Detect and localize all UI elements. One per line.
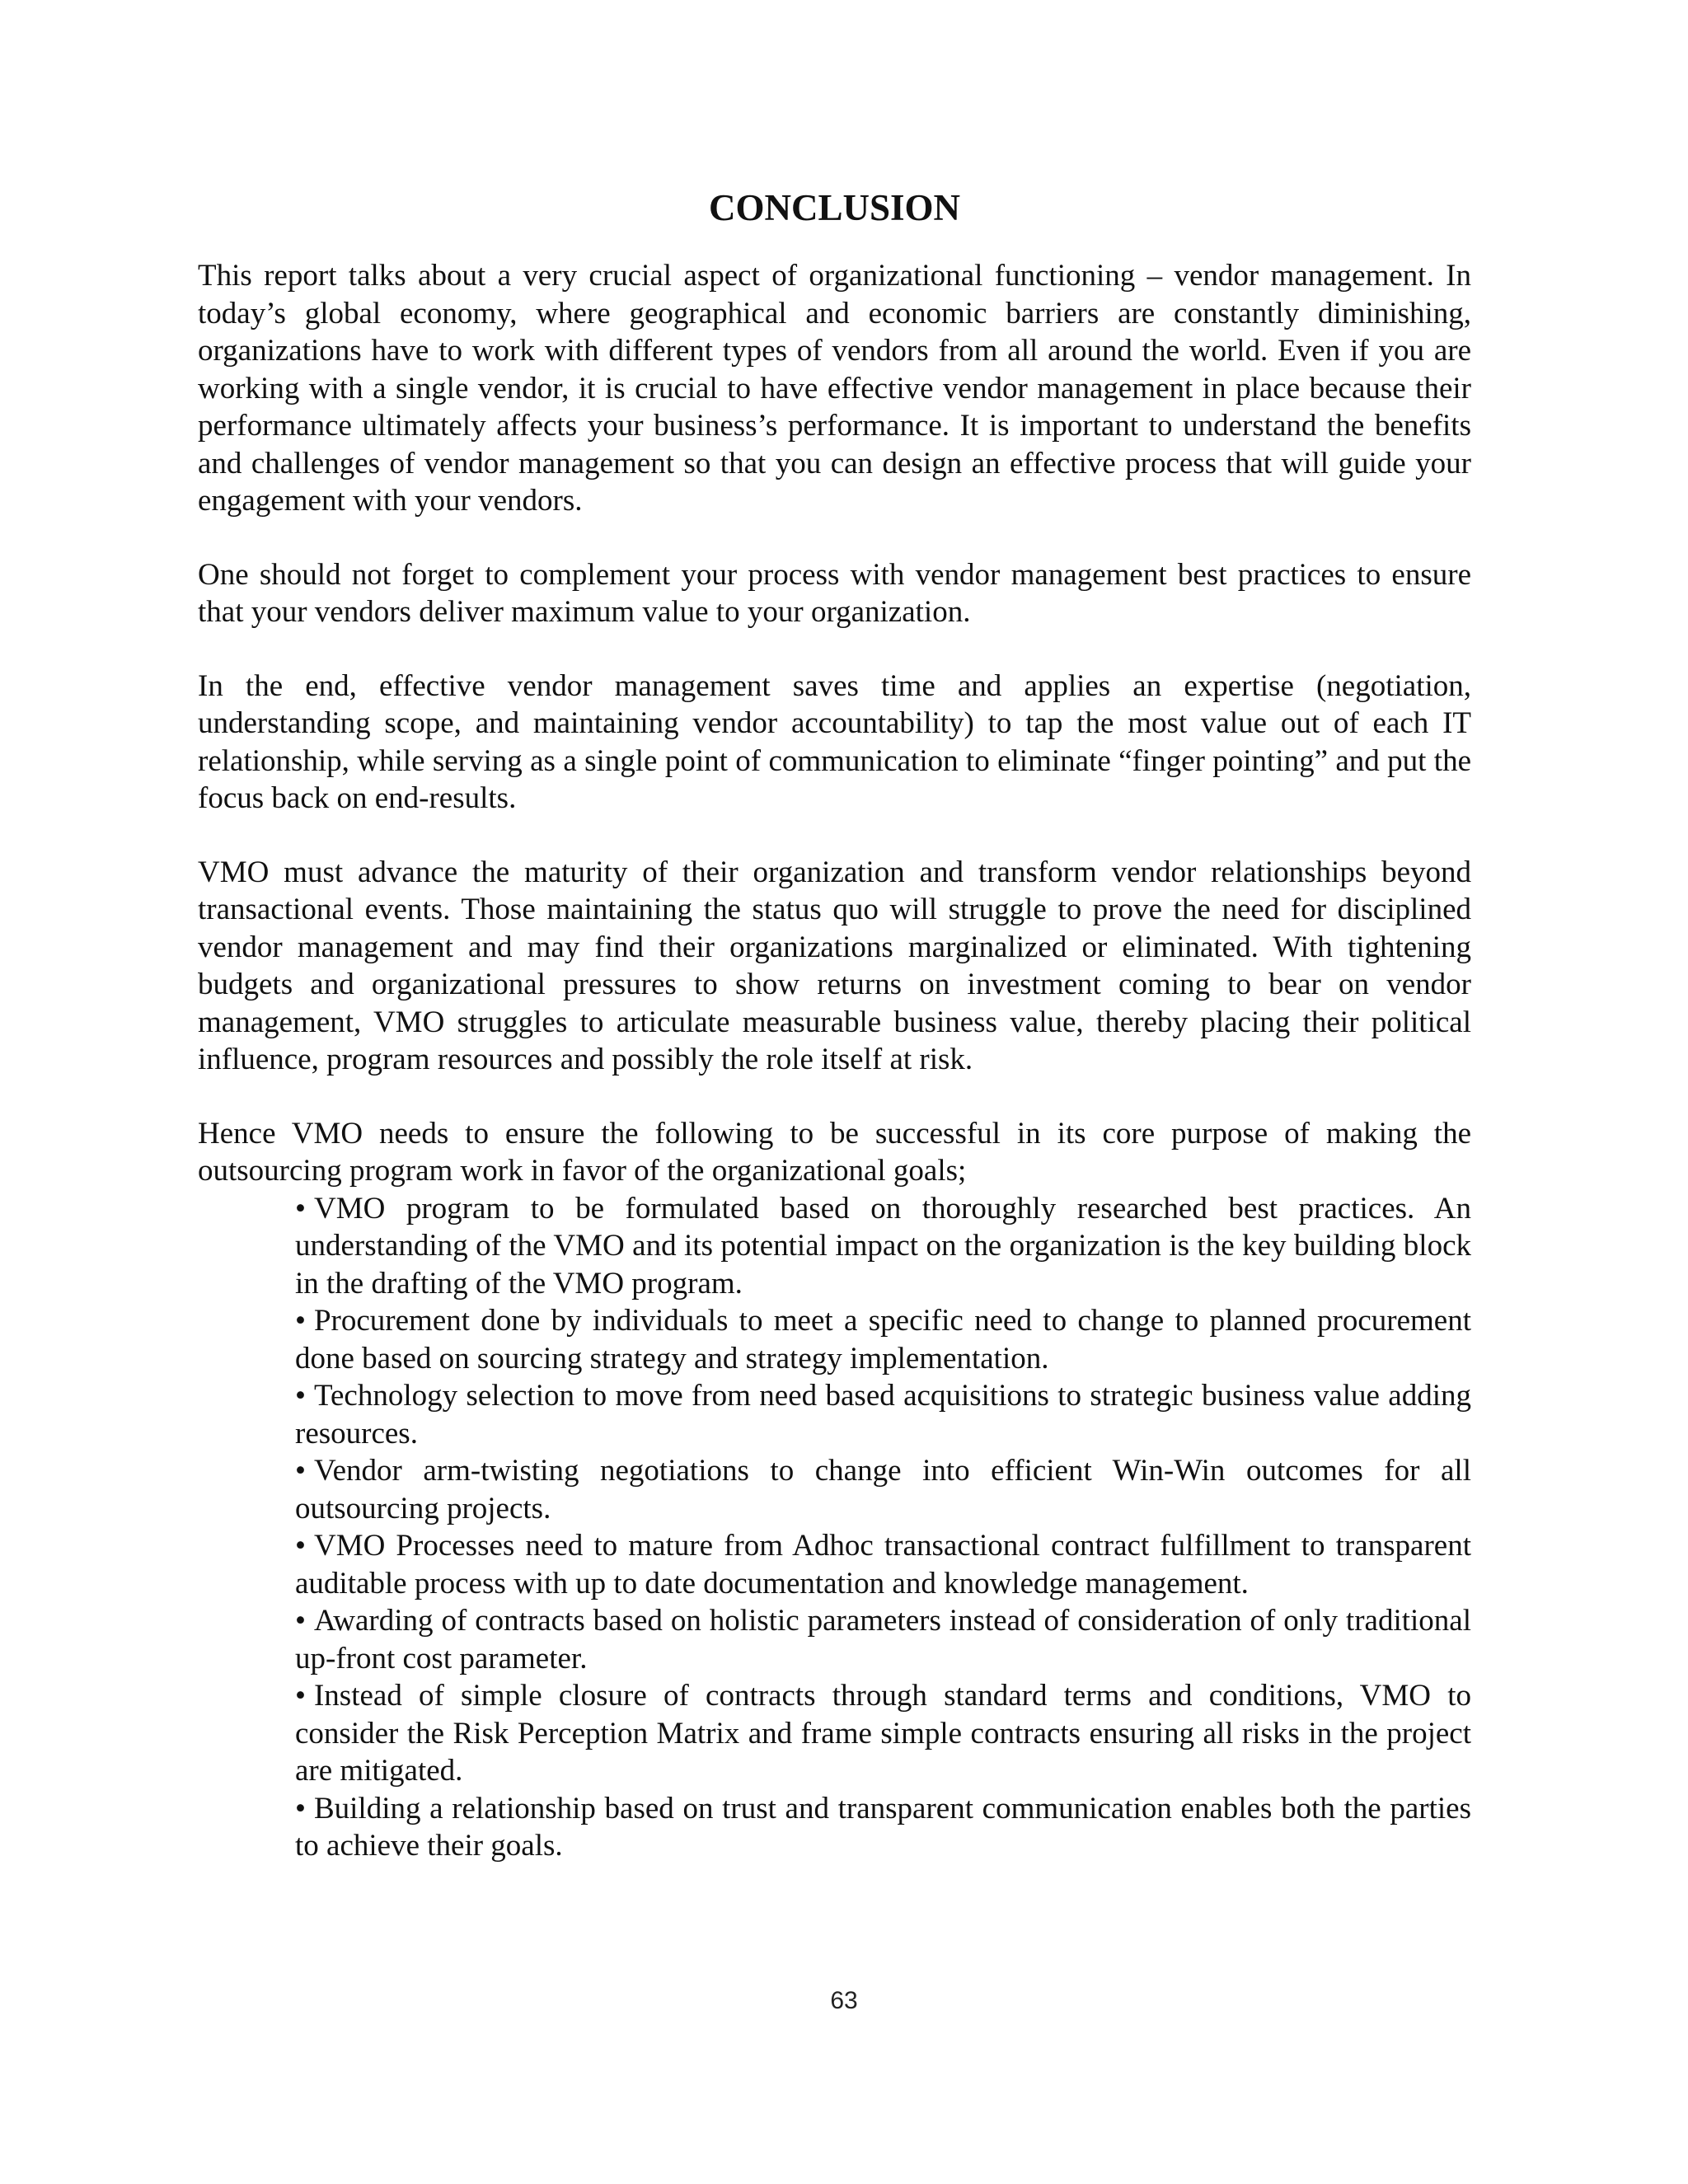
bullet-marker: • (295, 1529, 306, 1563)
list-item (295, 1452, 1471, 1527)
list-item (295, 1190, 1471, 1303)
list-item-text: Vendor arm-twisting negotiations to change into efficient Win-Win outcomes for all outsourcing projects. (295, 1454, 1471, 1526)
list-item (295, 1302, 1471, 1377)
success-factors-list (198, 1190, 1471, 1865)
bullet-marker: • (295, 1379, 306, 1413)
bullet-marker: • (295, 1604, 306, 1638)
list-item-text: Building a relationship based on trust and transparent communication enables both the parties to achieve their goals. (295, 1791, 1471, 1863)
list-item (295, 1677, 1471, 1790)
page-title: CONCLUSION (708, 187, 961, 228)
list-item (295, 1377, 1471, 1452)
bullet-marker: • (295, 1679, 306, 1713)
page-content (198, 183, 1471, 1865)
paragraph-introduction: This report talks about a very crucial aspect of organizational functioning – vendor management. In today’s global economy, where geographical and economic barriers are constantly diminishing, organizations have to work with different types of vendors from all around the world. Even if you are working with a single vendor, it is crucial to have effective vendor management in place because their performance ultimately affects your business’s performance. It is important to understand the benefits and challenges of vendor management so that you can design an effective process that will guide your engagement with your vendors. (198, 259, 1471, 518)
list-item-text: Instead of simple closure of contracts through standard terms and conditions, VMO to consider the Risk Perception Matrix and frame simple contracts ensuring all risks in the project are mitigated. (295, 1679, 1471, 1788)
list-item (295, 1527, 1471, 1602)
list-item (295, 1602, 1471, 1677)
bullet-marker: • (295, 1454, 306, 1488)
bullet-marker: • (295, 1304, 306, 1338)
paragraph-vmo-success-intro: Hence VMO needs to ensure the following to be successful in its core purpose of making the outsourcing program work in favor of the organizational goals; (198, 1116, 1471, 1188)
paragraph-vmo-maturity: VMO must advance the maturity of their organization and transform vendor relationships beyond transactional events. Those maintaining the status quo will struggle to prove the need for disciplined vendor management and may find their organizations marginalized or eliminated. With tightening budgets and organizational pressures to show returns on investment coming to bear on vendor management, VMO struggles to articulate measurable business value, thereby placing their political influence, program resources and possibly the role itself at risk. (198, 855, 1471, 1076)
list-item (295, 1790, 1471, 1865)
paragraph-effective-management: In the end, effective vendor management saves time and applies an expertise (negotiation, understanding scope, and maintaining vendor accountability) to tap the most value out of each IT relationship, while serving as a single point of communication to eliminate “finger pointing” and put the focus back on end-results. (198, 668, 1471, 815)
list-item-text: VMO Processes need to mature from Adhoc transactional contract fulfillment to transparent auditable process with up to date documentation and knowledge management. (295, 1529, 1471, 1601)
paragraph-best-practices: One should not forget to complement your process with vendor management best practices to ensure that your vendors deliver maximum value to your organization. (198, 557, 1471, 629)
list-item-text: Procurement done by individuals to meet a specific need to change to planned procurement done based on sourcing strategy and strategy implementation. (295, 1304, 1471, 1376)
list-item-text: Technology selection to move from need based acquisitions to strategic business value adding resources. (295, 1379, 1471, 1451)
list-item-text: Awarding of contracts based on holistic parameters instead of consideration of only traditional up-front cost parameter. (295, 1604, 1471, 1675)
bullet-marker: • (295, 1791, 306, 1825)
page-number: 63 (830, 1987, 858, 2014)
list-item-text: VMO program to be formulated based on thoroughly researched best practices. An understanding of the VMO and its potential impact on the organization is the key building block in the drafting of the VMO program. (295, 1191, 1471, 1301)
bullet-marker: • (295, 1191, 306, 1226)
